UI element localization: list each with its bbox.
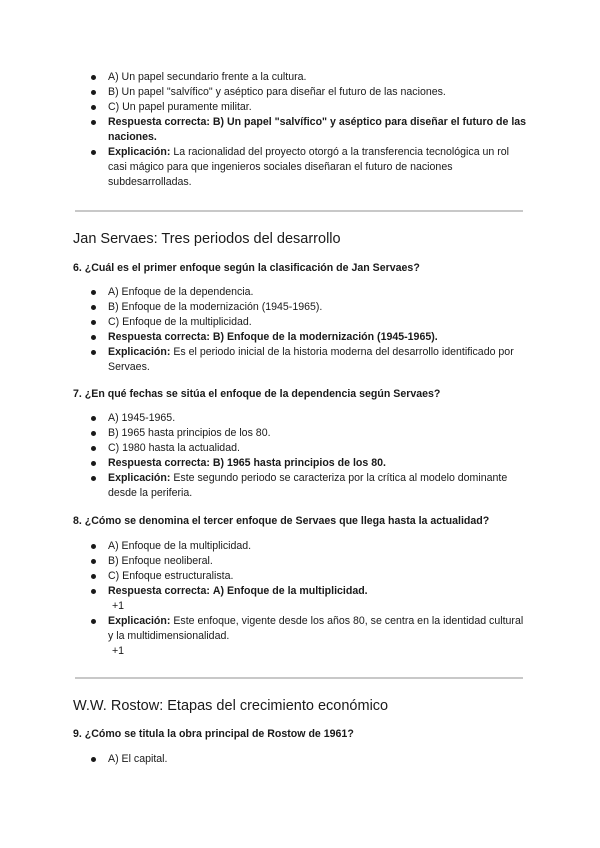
bullet-icon bbox=[91, 446, 96, 451]
bullet-icon bbox=[91, 90, 96, 95]
correct-answer: Respuesta correcta: B) 1965 hasta principios de los 80. bbox=[0, 456, 600, 471]
bullet-icon bbox=[91, 619, 96, 624]
list-item: B) Un papel "salvífico" y aséptico para diseñar el futuro de las naciones. bbox=[0, 85, 600, 100]
bullet-icon bbox=[91, 105, 96, 110]
option-a: A) Enfoque de la multiplicidad. bbox=[0, 539, 600, 554]
horizontal-divider bbox=[75, 677, 523, 679]
bullet-icon bbox=[91, 290, 96, 295]
question-6: 6. ¿Cuál es el primer enfoque según la clasificación de Jan Servaes? bbox=[73, 262, 420, 274]
question-8: 8. ¿Cómo se denomina el tercer enfoque de Servaes que llega hasta la actualidad? bbox=[73, 515, 490, 527]
question-6-options bbox=[0, 285, 600, 375]
bullet-icon bbox=[91, 416, 96, 421]
bullet-icon bbox=[91, 476, 96, 481]
bullet-icon bbox=[91, 320, 96, 325]
option-a: A) Enfoque de la dependencia. bbox=[0, 285, 600, 300]
plus-one-badge: +1 bbox=[112, 645, 125, 657]
correct-answer: Respuesta correcta: A) Enfoque de la multiplicidad. +1 bbox=[0, 584, 600, 614]
bullet-icon bbox=[91, 350, 96, 355]
horizontal-divider bbox=[75, 210, 523, 212]
option-b: B) Enfoque neoliberal. bbox=[0, 554, 600, 569]
bullet-icon bbox=[91, 461, 96, 466]
question-9: 9. ¿Cómo se titula la obra principal de Rostow de 1961? bbox=[73, 728, 354, 740]
option-c: C) 1980 hasta la actualidad. bbox=[0, 441, 600, 456]
bullet-icon bbox=[91, 559, 96, 564]
option-a: A) El capital. bbox=[0, 752, 600, 767]
explanation: Explicación: Este enfoque, vigente desde los años 80, se centra en la identidad cultural y la multidimensionalidad. +1 bbox=[0, 614, 600, 659]
explanation: Explicación: La racionalidad del proyecto otorgó a la transferencia tecnológica un rol casi mágico para que ingenieros sociales diseñaran el futuro de naciones subdesarrolladas. bbox=[0, 145, 600, 190]
section-title: W.W. Rostow: Etapas del crecimiento económico bbox=[73, 698, 389, 714]
question-8-options bbox=[0, 539, 600, 659]
option-a: A) 1945-1965. bbox=[0, 411, 600, 426]
plus-one-badge: +1 bbox=[112, 600, 125, 612]
bullet-icon bbox=[91, 589, 96, 594]
option-c: C) Enfoque estructuralista. bbox=[0, 569, 600, 584]
bullet-icon bbox=[91, 75, 96, 80]
option-c: C) Enfoque de la multiplicidad. bbox=[0, 315, 600, 330]
question-9-options bbox=[0, 752, 600, 767]
correct-answer: Respuesta correcta: B) Un papel "salvífico" y aséptico para diseñar el futuro de las naciones. bbox=[0, 115, 600, 145]
correct-answer: Respuesta correcta: B) Enfoque de la modernización (1945-1965). bbox=[0, 330, 600, 345]
section-title: Jan Servaes: Tres periodos del desarrollo bbox=[73, 231, 341, 247]
bullet-icon bbox=[91, 544, 96, 549]
bullet-icon bbox=[91, 150, 96, 155]
explanation: Explicación: Este segundo periodo se caracteriza por la crítica al modelo dominante desde la periferia. bbox=[0, 471, 600, 501]
bullet-icon bbox=[91, 757, 96, 762]
explanation: Explicación: Es el periodo inicial de la historia moderna del desarrollo identificado por Servaes. bbox=[0, 345, 600, 375]
bullet-icon bbox=[91, 574, 96, 579]
option-b: B) Enfoque de la modernización (1945-1965). bbox=[0, 300, 600, 315]
bullet-icon bbox=[91, 431, 96, 436]
question-7: 7. ¿En qué fechas se sitúa el enfoque de la dependencia según Servaes? bbox=[73, 388, 441, 400]
previous-question-options bbox=[0, 70, 600, 190]
question-7-options bbox=[0, 411, 600, 501]
bullet-icon bbox=[91, 335, 96, 340]
bullet-icon bbox=[91, 120, 96, 125]
option-b: B) 1965 hasta principios de los 80. bbox=[0, 426, 600, 441]
list-item: C) Un papel puramente militar. bbox=[0, 100, 600, 115]
list-item: A) Un papel secundario frente a la cultura. bbox=[0, 70, 600, 85]
bullet-icon bbox=[91, 305, 96, 310]
